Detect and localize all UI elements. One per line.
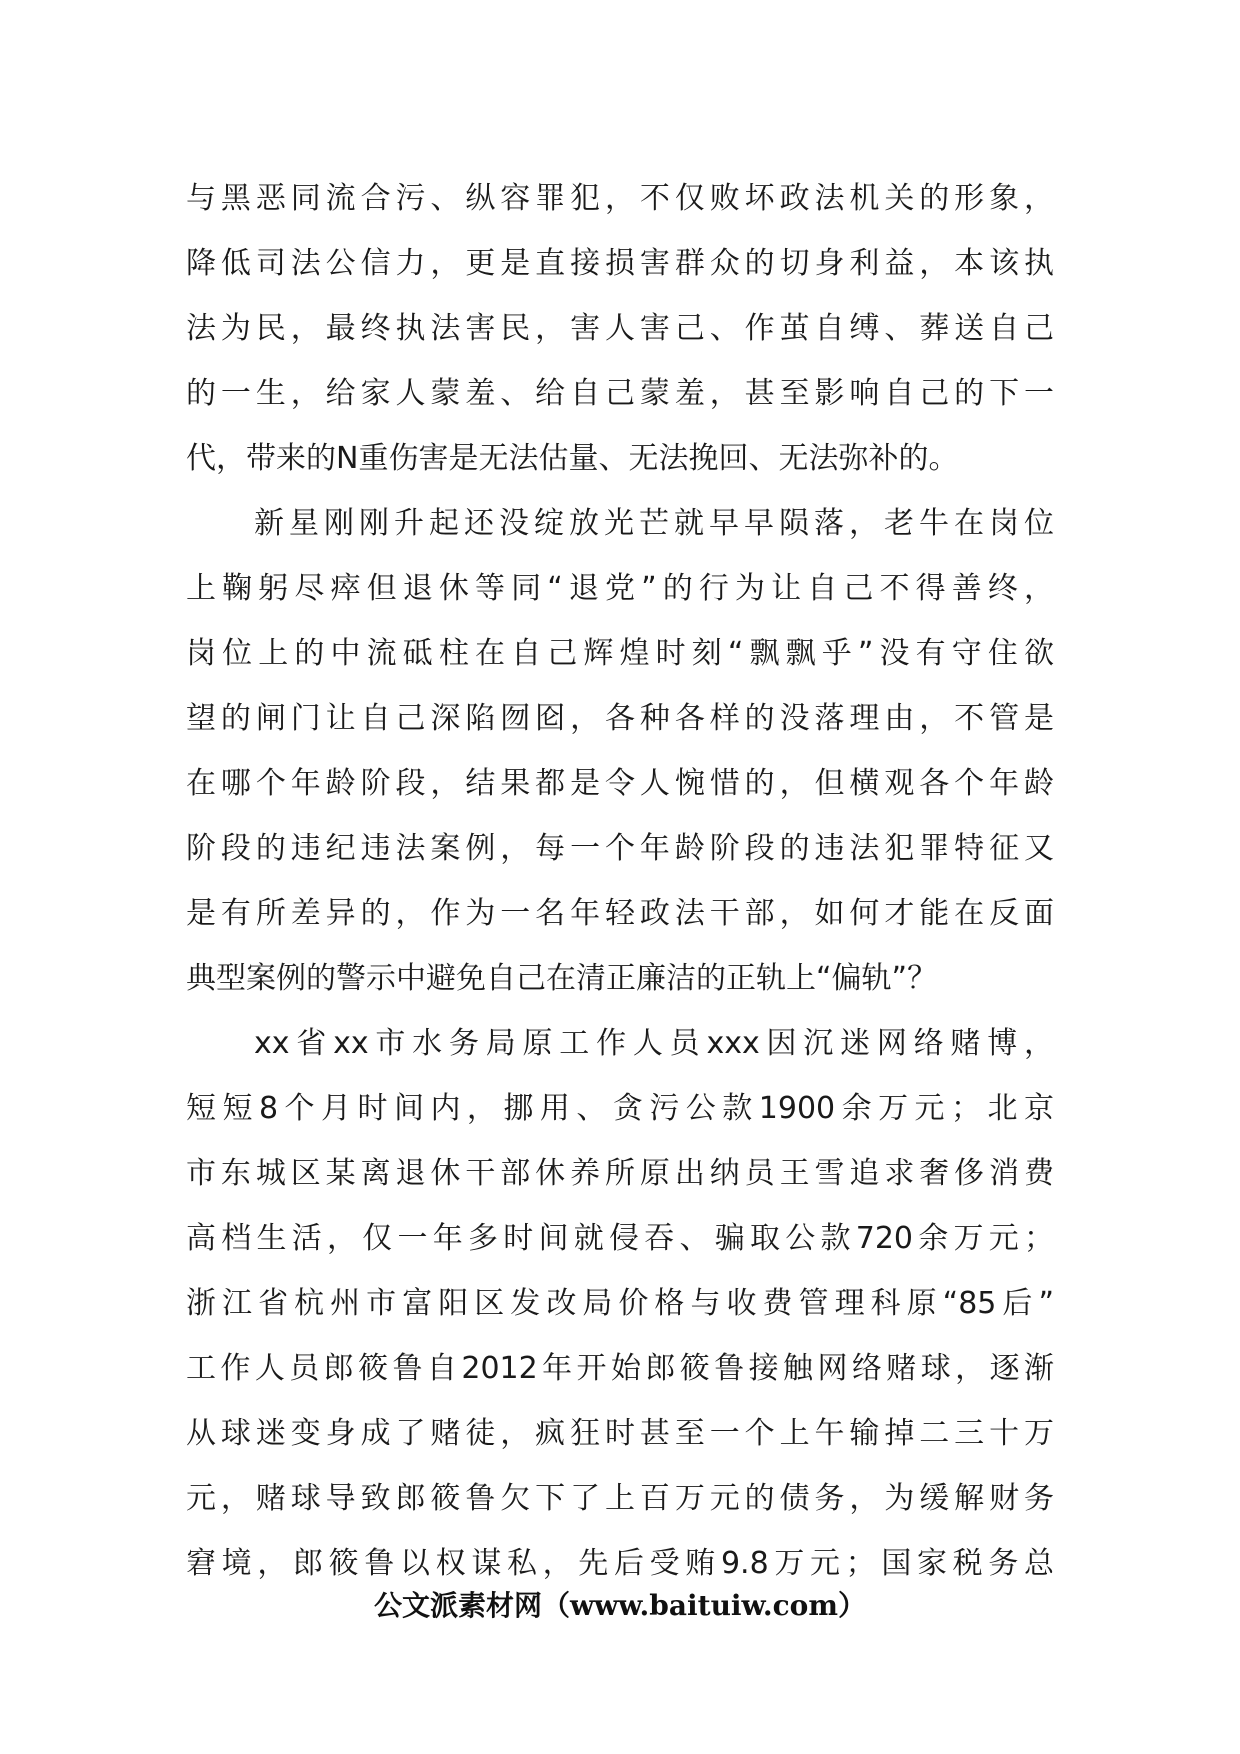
text-line: 新星刚刚升起还没绽放光芒就早早陨落，老牛在岗位	[254, 506, 1054, 541]
text-line: 是有所差异的，作为一名年轻政法干部，如何才能在反面	[186, 896, 1054, 931]
text-line: 元，赌球导致郎筱鲁欠下了上百万元的债务，为缓解财务	[186, 1481, 1054, 1516]
text-line: 工作人员郎筱鲁自2012年开始郎筱鲁接触网络赌球，逐渐	[186, 1351, 1054, 1386]
text-line: 在哪个年龄阶段，结果都是令人惋惜的，但横观各个年龄	[186, 766, 1054, 801]
document-body	[186, 166, 1054, 1596]
text-line: 浙江省杭州市富阳区发改局价格与收费管理科原“85后”	[186, 1286, 1054, 1321]
text-line: 代，带来的N重伤害是无法估量、无法挽回、无法弥补的。	[186, 441, 959, 476]
text-line: 上鞠躬尽瘁但退休等同“退党”的行为让自己不得善终，	[186, 571, 1054, 606]
text-line: 降低司法公信力，更是直接损害群众的切身利益，本该执	[186, 246, 1054, 281]
text-line: 高档生活，仅一年多时间就侵吞、骗取公款720余万元；	[186, 1221, 1054, 1256]
text-line: 短短8个月时间内，挪用、贪污公款1900余万元；北京	[186, 1091, 1054, 1126]
text-line: 阶段的违纪违法案例，每一个年龄阶段的违法犯罪特征又	[186, 831, 1054, 866]
text-line: 窘境，郎筱鲁以权谋私，先后受贿9.8万元；国家税务总	[186, 1546, 1054, 1581]
text-line: 岗位上的中流砥柱在自己辉煌时刻“飘飘乎”没有守住欲	[186, 636, 1054, 671]
text-line: 法为民，最终执法害民，害人害己、作茧自缚、葬送自己	[186, 311, 1054, 346]
text-line: 典型案例的警示中避免自己在清正廉洁的正轨上“偏轨”？	[186, 961, 938, 996]
text-line: 从球迷变身成了赌徒，疯狂时甚至一个上午输掉二三十万	[186, 1416, 1054, 1451]
text-line: xx省xx市水务局原工作人员xxx因沉迷网络赌博，	[254, 1026, 1054, 1061]
text-line: 望的闸门让自己深陷囫囵，各种各样的没落理由，不管是	[186, 701, 1054, 736]
text-line: 市东城区某离退休干部休养所原出纳员王雪追求奢侈消费	[186, 1156, 1054, 1191]
page-footer: 公文派素材网（www.baituiw.com）	[374, 1589, 866, 1622]
text-line: 的一生，给家人蒙羞、给自己蒙羞，甚至影响自己的下一	[186, 376, 1054, 411]
text-line: 与黑恶同流合污、纵容罪犯，不仅败坏政法机关的形象，	[186, 181, 1054, 216]
